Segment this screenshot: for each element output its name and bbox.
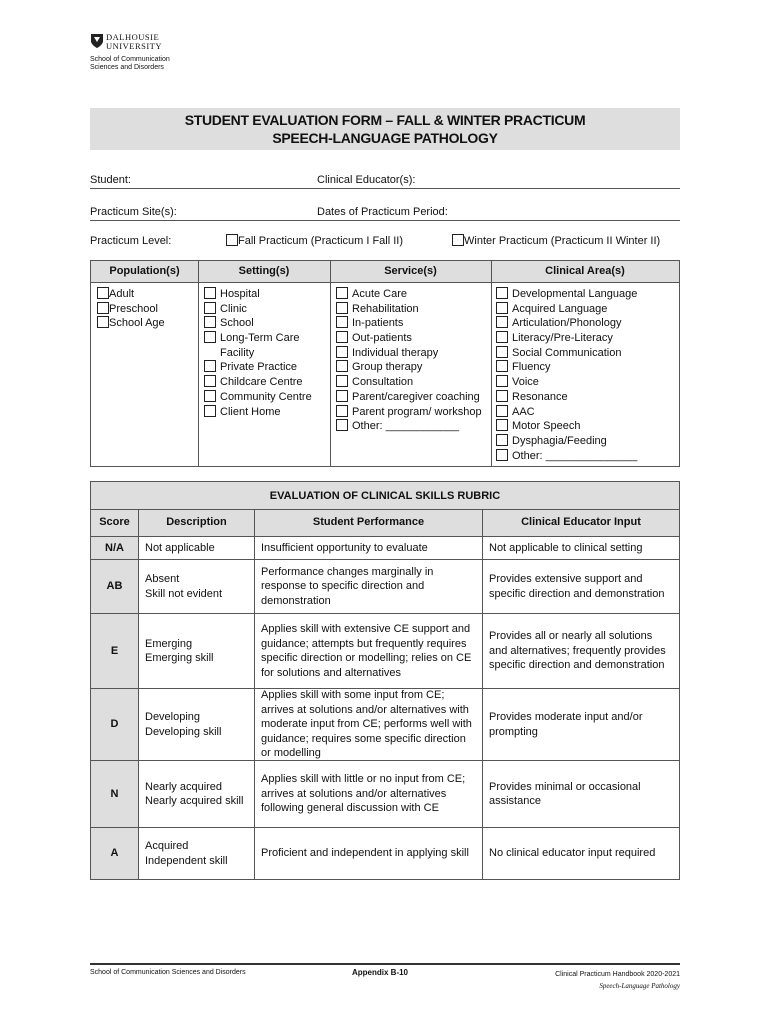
population-item[interactable]: Preschool (97, 302, 165, 317)
service-header: Service(s) (384, 265, 437, 277)
clinical-area-item[interactable]: Motor Speech (496, 419, 637, 434)
population-item[interactable]: Adult (97, 287, 165, 302)
checkbox[interactable] (336, 331, 348, 343)
practicum-dates-label: Dates of Practicum Period: (317, 206, 448, 218)
rubric-educator-input: Not applicable to clinical setting (489, 541, 643, 554)
service-item[interactable]: Consultation (336, 375, 482, 390)
student-field-line[interactable] (90, 188, 680, 189)
setting-header: Setting(s) (238, 265, 290, 277)
checkbox[interactable] (204, 360, 216, 372)
service-item[interactable]: Parent/caregiver coaching (336, 390, 482, 405)
population-list (97, 287, 165, 331)
column-divider (198, 261, 199, 466)
setting-item-continuation: Facility (220, 346, 255, 359)
form-title: STUDENT EVALUATION FORM – FALL & WINTER PRACTICUM (184, 112, 586, 128)
school-name-line2: Sciences and Disorders (90, 64, 164, 71)
checkbox[interactable] (204, 316, 216, 328)
rubric-performance: Proficient and independent in applying skill (255, 828, 483, 879)
checkbox[interactable] (496, 434, 508, 446)
rubric-row (91, 537, 679, 560)
setting-list (204, 287, 312, 419)
performance-column-header: Student Performance (255, 510, 483, 537)
rubric-score: E (91, 614, 139, 688)
checkbox[interactable] (97, 302, 109, 314)
university-name-line2: UNIVERSITY (106, 41, 162, 51)
setting-item[interactable]: Community Centre (204, 390, 312, 405)
checkbox[interactable] (204, 375, 216, 387)
rubric-performance: Applies skill with little or no input from CE; arrives at solutions and/or alternatives following general discussion with CE (255, 761, 483, 827)
population-header: Population(s) (109, 265, 180, 277)
population-item[interactable]: School Age (97, 316, 165, 331)
rubric-score: N (91, 761, 139, 827)
checkbox[interactable] (336, 390, 348, 402)
checkbox[interactable] (496, 405, 508, 417)
rubric-row (91, 689, 679, 761)
educator-input-column-header: Clinical Educator Input (483, 510, 679, 537)
level-winter-option[interactable] (452, 234, 660, 247)
service-item[interactable]: Parent program/ workshop (336, 405, 482, 420)
winter-practicum-label: Winter Practicum (Practicum II Winter II) (464, 235, 661, 247)
checkbox[interactable] (204, 287, 216, 299)
school-name-line1: School of Communication (90, 56, 170, 63)
setting-item[interactable]: Private Practice (204, 360, 312, 375)
checkbox[interactable] (204, 331, 216, 343)
service-item[interactable]: Individual therapy (336, 346, 482, 361)
checkbox[interactable] (496, 316, 508, 328)
rubric-performance: Applies skill with extensive CE support and guidance; attempts but frequently requires specific direction or modelling; relies on CE for solutions and alternatives (255, 614, 483, 688)
checkbox[interactable] (336, 287, 348, 299)
footer-program: Speech-Language Pathology (599, 982, 680, 990)
column-divider (491, 261, 492, 466)
rubric-description: Nearly acquired Nearly acquired skill (139, 761, 255, 827)
rubric-description: Not applicable (139, 537, 255, 559)
rubric-title: EVALUATION OF CLINICAL SKILLS RUBRIC (91, 482, 679, 510)
level-fall-option[interactable] (226, 234, 403, 247)
clinical-area-item[interactable]: Dysphagia/Feeding (496, 434, 637, 449)
university-name-line1: DALHOUSIE (106, 32, 160, 42)
checkbox[interactable] (204, 390, 216, 402)
rubric-description: Absent Skill not evident (139, 560, 255, 613)
checkbox[interactable] (97, 287, 109, 299)
service-item[interactable]: Out-patients (336, 331, 482, 346)
service-item[interactable]: Acute Care (336, 287, 482, 302)
clinical-area-item[interactable]: Developmental Language (496, 287, 637, 302)
rubric-score: AB (91, 560, 139, 613)
checkbox[interactable] (336, 302, 348, 314)
checkbox[interactable] (336, 419, 348, 431)
service-item[interactable]: Rehabilitation (336, 302, 482, 317)
clinical-educator-label: Clinical Educator(s): (317, 174, 416, 186)
setting-item[interactable]: Clinic (204, 302, 312, 317)
winter-practicum-checkbox[interactable] (452, 234, 464, 246)
rubric-row (91, 560, 679, 614)
setting-item[interactable]: Long-Term Care (204, 331, 312, 346)
form-title-banner (90, 108, 680, 150)
checkbox[interactable] (496, 346, 508, 358)
checkbox[interactable] (496, 419, 508, 431)
service-list (336, 287, 482, 434)
clinical-area-item[interactable]: Articulation/Phonology (496, 316, 637, 331)
rubric-performance: Applies skill with some input from CE; arrives at solutions and/or alternatives with moderate input from CE; performs well with guidance; requires some specific direction or modelling (255, 689, 483, 760)
service-item-other[interactable]: Other: ____________ (336, 419, 482, 434)
clinical-area-item[interactable]: Voice (496, 375, 637, 390)
site-field-line[interactable] (90, 220, 680, 221)
setting-item[interactable]: Childcare Centre (204, 375, 312, 390)
rubric-score: D (91, 689, 139, 760)
practicum-site-label: Practicum Site(s): (90, 206, 177, 218)
score-column-header: Score (91, 510, 139, 537)
checkbox[interactable] (336, 316, 348, 328)
footer-school: School of Communication Sciences and Disorders (90, 969, 246, 976)
checkbox[interactable] (496, 360, 508, 372)
service-item[interactable]: In-patients (336, 316, 482, 331)
rubric-educator-input: Provides minimal or occasional assistance (489, 780, 641, 807)
checkbox[interactable] (496, 331, 508, 343)
rubric-educator-input: Provides all or nearly all solutions and alternatives; frequently provides specific direction and demonstration (489, 630, 666, 672)
rubric-description: Acquired Independent skill (139, 828, 255, 879)
clinical-area-item-other[interactable]: Other: _______________ (496, 449, 637, 464)
rubric-educator-input: Provides extensive support and specific direction and demonstration (489, 573, 665, 600)
clinical-area-item[interactable]: Fluency (496, 360, 637, 375)
column-divider (330, 261, 331, 466)
rubric-performance: Insufficient opportunity to evaluate (255, 537, 483, 559)
skills-rubric-table (90, 481, 680, 880)
rubric-score: A (91, 828, 139, 879)
rubric-description: Emerging Emerging skill (139, 614, 255, 688)
clinical-area-item[interactable]: Literacy/Pre-Literacy (496, 331, 637, 346)
clinical-area-item[interactable]: Acquired Language (496, 302, 637, 317)
student-label: Student: (90, 174, 131, 186)
footer-appendix: Appendix B-10 (352, 968, 409, 977)
rubric-performance: Performance changes marginally in response to specific direction and demonstration (255, 560, 483, 613)
checkbox[interactable] (204, 405, 216, 417)
rubric-row (91, 614, 679, 689)
checkbox[interactable] (496, 375, 508, 387)
checkbox[interactable] (496, 287, 508, 299)
setting-item[interactable]: Hospital (204, 287, 312, 302)
rubric-educator-input: No clinical educator input required (489, 847, 656, 860)
clinical-area-item[interactable]: Social Communication (496, 346, 637, 361)
crest-icon (90, 33, 104, 49)
clinical-area-item[interactable]: Resonance (496, 390, 637, 405)
checkbox[interactable] (204, 302, 216, 314)
fall-practicum-label: Fall Practicum (Practicum I Fall II) (238, 235, 404, 247)
checkbox[interactable] (496, 449, 508, 461)
checkbox[interactable] (336, 360, 348, 372)
checkbox[interactable] (336, 405, 348, 417)
setting-item[interactable]: School (204, 316, 312, 331)
rubric-row (91, 761, 679, 828)
categories-header-row (91, 261, 679, 283)
service-item[interactable]: Group therapy (336, 360, 482, 375)
footer-divider (90, 963, 680, 965)
footer-handbook: Clinical Practicum Handbook 2020-2021 (555, 971, 680, 978)
practicum-level-label: Practicum Level: (90, 235, 172, 247)
checkbox[interactable] (496, 302, 508, 314)
clinical-area-header: Clinical Area(s) (545, 265, 625, 277)
form-subtitle: SPEECH-LANGUAGE PATHOLOGY (272, 130, 498, 146)
checkbox[interactable] (97, 316, 109, 328)
categories-table (90, 260, 680, 467)
checkbox[interactable] (336, 375, 348, 387)
rubric-educator-input: Provides moderate input and/or prompting (489, 711, 643, 738)
rubric-row (91, 828, 679, 879)
clinical-area-item[interactable]: AAC (496, 405, 637, 420)
setting-item[interactable]: Client Home (204, 405, 312, 420)
rubric-score: N/A (91, 537, 139, 559)
description-column-header: Description (139, 510, 255, 537)
checkbox[interactable] (336, 346, 348, 358)
fall-practicum-checkbox[interactable] (226, 234, 238, 246)
checkbox[interactable] (496, 390, 508, 402)
clinical-area-list (496, 287, 637, 463)
rubric-description: Developing Developing skill (139, 689, 255, 760)
